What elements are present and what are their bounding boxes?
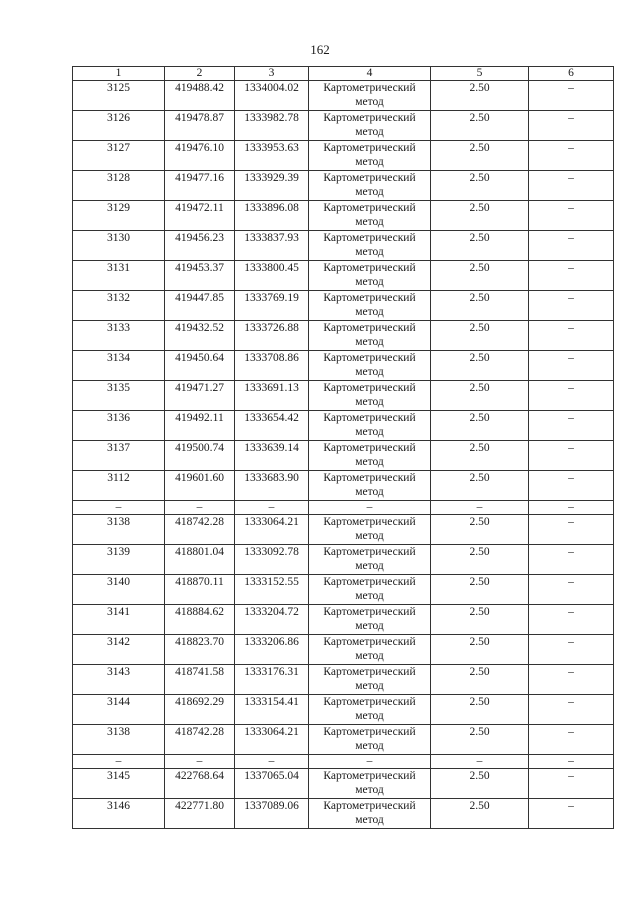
method-cell: Картометрический метод xyxy=(309,441,431,471)
note-cell: – xyxy=(529,321,614,351)
x-coordinate-cell: 418823.70 xyxy=(165,635,235,665)
point-number-cell: 3145 xyxy=(73,769,165,799)
y-coordinate-cell: 1333691.13 xyxy=(235,381,309,411)
x-coordinate-cell: 419476.10 xyxy=(165,141,235,171)
column-header: 6 xyxy=(529,67,614,81)
note-cell: – xyxy=(529,201,614,231)
accuracy-cell: 2.50 xyxy=(431,575,529,605)
y-coordinate-cell: 1337089.06 xyxy=(235,799,309,829)
y-coordinate-cell: 1333064.21 xyxy=(235,725,309,755)
accuracy-cell: 2.50 xyxy=(431,725,529,755)
table-row xyxy=(73,81,614,111)
x-coordinate-cell: 418742.28 xyxy=(165,515,235,545)
point-number-cell: – xyxy=(73,755,165,769)
table-row xyxy=(73,605,614,635)
point-number-cell: 3132 xyxy=(73,291,165,321)
method-cell: Картометрический метод xyxy=(309,261,431,291)
accuracy-cell: 2.50 xyxy=(431,695,529,725)
separator-row xyxy=(73,755,614,769)
x-coordinate-cell: 418741.58 xyxy=(165,665,235,695)
point-number-cell: 3133 xyxy=(73,321,165,351)
table-row xyxy=(73,381,614,411)
table-row xyxy=(73,111,614,141)
table-row xyxy=(73,515,614,545)
note-cell: – xyxy=(529,799,614,829)
table-row xyxy=(73,695,614,725)
column-header: 2 xyxy=(165,67,235,81)
note-cell: – xyxy=(529,141,614,171)
note-cell: – xyxy=(529,261,614,291)
x-coordinate-cell: 419477.16 xyxy=(165,171,235,201)
method-cell: Картометрический метод xyxy=(309,141,431,171)
y-coordinate-cell: 1333929.39 xyxy=(235,171,309,201)
x-coordinate-cell: 422771.80 xyxy=(165,799,235,829)
page-number: 162 xyxy=(310,42,330,57)
table-row xyxy=(73,261,614,291)
point-number-cell: 3142 xyxy=(73,635,165,665)
note-cell: – xyxy=(529,471,614,501)
accuracy-cell: 2.50 xyxy=(431,321,529,351)
note-cell: – xyxy=(529,381,614,411)
point-number-cell: 3137 xyxy=(73,441,165,471)
x-coordinate-cell: 419601.60 xyxy=(165,471,235,501)
table-row xyxy=(73,291,614,321)
method-cell: Картометрический метод xyxy=(309,605,431,635)
accuracy-cell: 2.50 xyxy=(431,545,529,575)
method-cell: – xyxy=(309,501,431,515)
note-cell: – xyxy=(529,755,614,769)
method-cell: Картометрический метод xyxy=(309,321,431,351)
coordinates-table xyxy=(72,66,614,829)
accuracy-cell: 2.50 xyxy=(431,381,529,411)
table-row xyxy=(73,321,614,351)
point-number-cell: 3138 xyxy=(73,515,165,545)
column-header: 3 xyxy=(235,67,309,81)
table-row xyxy=(73,201,614,231)
column-header: 1 xyxy=(73,67,165,81)
accuracy-cell: 2.50 xyxy=(431,441,529,471)
y-coordinate-cell: – xyxy=(235,501,309,515)
method-cell: – xyxy=(309,755,431,769)
x-coordinate-cell: 418884.62 xyxy=(165,605,235,635)
y-coordinate-cell: – xyxy=(235,755,309,769)
accuracy-cell: 2.50 xyxy=(431,111,529,141)
method-cell: Картометрический метод xyxy=(309,769,431,799)
point-number-cell: 3130 xyxy=(73,231,165,261)
method-cell: Картометрический метод xyxy=(309,111,431,141)
table-row xyxy=(73,231,614,261)
y-coordinate-cell: 1333639.14 xyxy=(235,441,309,471)
x-coordinate-cell: 419478.87 xyxy=(165,111,235,141)
method-cell: Картометрический метод xyxy=(309,201,431,231)
note-cell: – xyxy=(529,291,614,321)
x-coordinate-cell: 419447.85 xyxy=(165,291,235,321)
table-row xyxy=(73,725,614,755)
table-row xyxy=(73,799,614,829)
x-coordinate-cell: 418692.29 xyxy=(165,695,235,725)
table-row xyxy=(73,441,614,471)
point-number-cell: 3135 xyxy=(73,381,165,411)
table-row xyxy=(73,411,614,441)
method-cell: Картометрический метод xyxy=(309,411,431,441)
separator-row xyxy=(73,501,614,515)
point-number-cell: 3140 xyxy=(73,575,165,605)
accuracy-cell: 2.50 xyxy=(431,261,529,291)
accuracy-cell: 2.50 xyxy=(431,605,529,635)
accuracy-cell: 2.50 xyxy=(431,411,529,441)
note-cell: – xyxy=(529,231,614,261)
y-coordinate-cell: 1333683.90 xyxy=(235,471,309,501)
accuracy-cell: 2.50 xyxy=(431,351,529,381)
note-cell: – xyxy=(529,351,614,381)
note-cell: – xyxy=(529,111,614,141)
y-coordinate-cell: 1337065.04 xyxy=(235,769,309,799)
x-coordinate-cell: 418801.04 xyxy=(165,545,235,575)
y-coordinate-cell: 1333154.41 xyxy=(235,695,309,725)
method-cell: Картометрический метод xyxy=(309,291,431,321)
x-coordinate-cell: 419472.11 xyxy=(165,201,235,231)
point-number-cell: 3129 xyxy=(73,201,165,231)
accuracy-cell: 2.50 xyxy=(431,635,529,665)
accuracy-cell: 2.50 xyxy=(431,231,529,261)
point-number-cell: 3138 xyxy=(73,725,165,755)
y-coordinate-cell: 1333982.78 xyxy=(235,111,309,141)
note-cell: – xyxy=(529,171,614,201)
x-coordinate-cell: 419500.74 xyxy=(165,441,235,471)
note-cell: – xyxy=(529,769,614,799)
method-cell: Картометрический метод xyxy=(309,351,431,381)
note-cell: – xyxy=(529,725,614,755)
x-coordinate-cell: 419453.37 xyxy=(165,261,235,291)
table-header-row xyxy=(73,67,614,81)
accuracy-cell: 2.50 xyxy=(431,141,529,171)
note-cell: – xyxy=(529,665,614,695)
point-number-cell: 3131 xyxy=(73,261,165,291)
accuracy-cell: 2.50 xyxy=(431,799,529,829)
x-coordinate-cell: 419456.23 xyxy=(165,231,235,261)
x-coordinate-cell: 419492.11 xyxy=(165,411,235,441)
method-cell: Картометрический метод xyxy=(309,695,431,725)
accuracy-cell: 2.50 xyxy=(431,171,529,201)
note-cell: – xyxy=(529,605,614,635)
method-cell: Картометрический метод xyxy=(309,799,431,829)
point-number-cell: 3141 xyxy=(73,605,165,635)
table-body xyxy=(73,81,614,829)
method-cell: Картометрический метод xyxy=(309,171,431,201)
y-coordinate-cell: 1333708.86 xyxy=(235,351,309,381)
table-row xyxy=(73,769,614,799)
table-row xyxy=(73,471,614,501)
y-coordinate-cell: 1333064.21 xyxy=(235,515,309,545)
y-coordinate-cell: 1333726.88 xyxy=(235,321,309,351)
note-cell: – xyxy=(529,545,614,575)
point-number-cell: – xyxy=(73,501,165,515)
note-cell: – xyxy=(529,411,614,441)
method-cell: Картометрический метод xyxy=(309,381,431,411)
y-coordinate-cell: 1333800.45 xyxy=(235,261,309,291)
y-coordinate-cell: 1334004.02 xyxy=(235,81,309,111)
point-number-cell: 3144 xyxy=(73,695,165,725)
accuracy-cell: – xyxy=(431,755,529,769)
point-number-cell: 3136 xyxy=(73,411,165,441)
method-cell: Картометрический метод xyxy=(309,515,431,545)
point-number-cell: 3146 xyxy=(73,799,165,829)
y-coordinate-cell: 1333152.55 xyxy=(235,575,309,605)
point-number-cell: 3143 xyxy=(73,665,165,695)
note-cell: – xyxy=(529,575,614,605)
method-cell: Картометрический метод xyxy=(309,575,431,605)
point-number-cell: 3125 xyxy=(73,81,165,111)
note-cell: – xyxy=(529,441,614,471)
x-coordinate-cell: 422768.64 xyxy=(165,769,235,799)
table-row xyxy=(73,635,614,665)
y-coordinate-cell: 1333206.86 xyxy=(235,635,309,665)
method-cell: Картометрический метод xyxy=(309,635,431,665)
note-cell: – xyxy=(529,501,614,515)
x-coordinate-cell: 419471.27 xyxy=(165,381,235,411)
y-coordinate-cell: 1333654.42 xyxy=(235,411,309,441)
accuracy-cell: 2.50 xyxy=(431,471,529,501)
table-row xyxy=(73,545,614,575)
note-cell: – xyxy=(529,81,614,111)
x-coordinate-cell: – xyxy=(165,755,235,769)
x-coordinate-cell: – xyxy=(165,501,235,515)
method-cell: Картометрический метод xyxy=(309,725,431,755)
method-cell: Картометрический метод xyxy=(309,665,431,695)
x-coordinate-cell: 419450.64 xyxy=(165,351,235,381)
point-number-cell: 3139 xyxy=(73,545,165,575)
x-coordinate-cell: 418742.28 xyxy=(165,725,235,755)
method-cell: Картометрический метод xyxy=(309,81,431,111)
x-coordinate-cell: 419488.42 xyxy=(165,81,235,111)
note-cell: – xyxy=(529,515,614,545)
method-cell: Картометрический метод xyxy=(309,471,431,501)
point-number-cell: 3128 xyxy=(73,171,165,201)
y-coordinate-cell: 1333204.72 xyxy=(235,605,309,635)
x-coordinate-cell: 419432.52 xyxy=(165,321,235,351)
accuracy-cell: 2.50 xyxy=(431,201,529,231)
y-coordinate-cell: 1333769.19 xyxy=(235,291,309,321)
table-row xyxy=(73,351,614,381)
y-coordinate-cell: 1333953.63 xyxy=(235,141,309,171)
point-number-cell: 3126 xyxy=(73,111,165,141)
accuracy-cell: 2.50 xyxy=(431,291,529,321)
y-coordinate-cell: 1333837.93 xyxy=(235,231,309,261)
method-cell: Картометрический метод xyxy=(309,545,431,575)
x-coordinate-cell: 418870.11 xyxy=(165,575,235,605)
y-coordinate-cell: 1333176.31 xyxy=(235,665,309,695)
table-row xyxy=(73,141,614,171)
y-coordinate-cell: 1333092.78 xyxy=(235,545,309,575)
accuracy-cell: 2.50 xyxy=(431,665,529,695)
accuracy-cell: 2.50 xyxy=(431,769,529,799)
point-number-cell: 3134 xyxy=(73,351,165,381)
table-row xyxy=(73,665,614,695)
column-header: 5 xyxy=(431,67,529,81)
note-cell: – xyxy=(529,695,614,725)
method-cell: Картометрический метод xyxy=(309,231,431,261)
table-row xyxy=(73,171,614,201)
accuracy-cell: 2.50 xyxy=(431,81,529,111)
point-number-cell: 3112 xyxy=(73,471,165,501)
accuracy-cell: 2.50 xyxy=(431,515,529,545)
point-number-cell: 3127 xyxy=(73,141,165,171)
y-coordinate-cell: 1333896.08 xyxy=(235,201,309,231)
accuracy-cell: – xyxy=(431,501,529,515)
note-cell: – xyxy=(529,635,614,665)
column-header: 4 xyxy=(309,67,431,81)
table-row xyxy=(73,575,614,605)
